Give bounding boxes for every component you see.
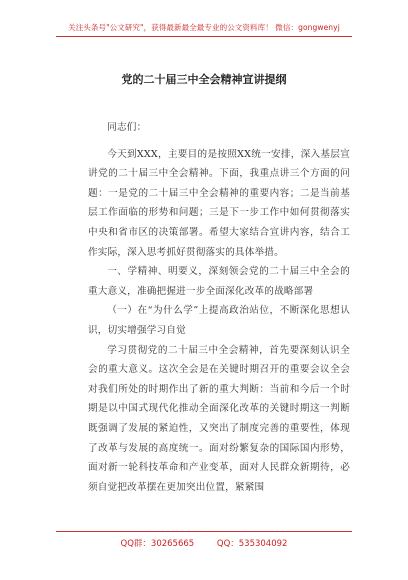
document-body bbox=[88, 118, 350, 497]
greeting: 同志们： bbox=[107, 122, 147, 133]
paragraph-intro: 今天到XXX，主要目的是按照XX统一安排，深入基层宣讲党的二十届三中全会精神。下面，我重点讲三个方面的问题：一是党的二十届三中全会精神的重要内容；二是当前基层工作面临的形势和问题；三是下一步工作中如何贯彻落实中央和省市区的决策部署。希望大家结合宣讲内容，结合工作实际，深入思考抓好贯彻落实的具体举措。 bbox=[88, 148, 350, 258]
header-divider bbox=[56, 36, 352, 37]
subsection-heading: （一）在“为什么学”上提高政治站位，不断深化思想认识，切实增强学习自觉 bbox=[88, 305, 350, 336]
document-title: 党的二十届三中全会精神宣讲提纲 bbox=[121, 73, 287, 86]
section-heading: 一、学精神、明要义，深刻领会党的二十届三中全会的重大意义，准确把握进一步全面深化改革的战略部署 bbox=[88, 266, 350, 297]
footer-qq-group: QQ群：30265665 bbox=[120, 539, 195, 549]
header-notice: 关注头条号"公文研究"，获得最新最全最专业的公文资料库！ 微信：gongwenyj bbox=[68, 23, 340, 32]
footer-divider bbox=[56, 531, 352, 532]
footer-contacts bbox=[0, 537, 408, 549]
paragraph-body: 学习贯彻党的二十届三中全会精神，首先要深刻认识全会的重大意义。这次全会是在关键时期召开的重要会议全会对我们所处的时期作出了新的重大判断：当前和今后一个时期是以中国式现代化推动全面深化改革的关键时期这一判断既强调了发展的紧迫性，又突出了制度完善的重要性，体现了改革与发展的高度统一。面对纷繁复杂的国际国内形势，面对新一轮科技革命和产业变革，面对人民群众新期待，必须自觉把改革摆在更加突出位置，紧紧围 bbox=[88, 344, 350, 493]
footer-qq: QQ：535304092 bbox=[216, 539, 288, 549]
